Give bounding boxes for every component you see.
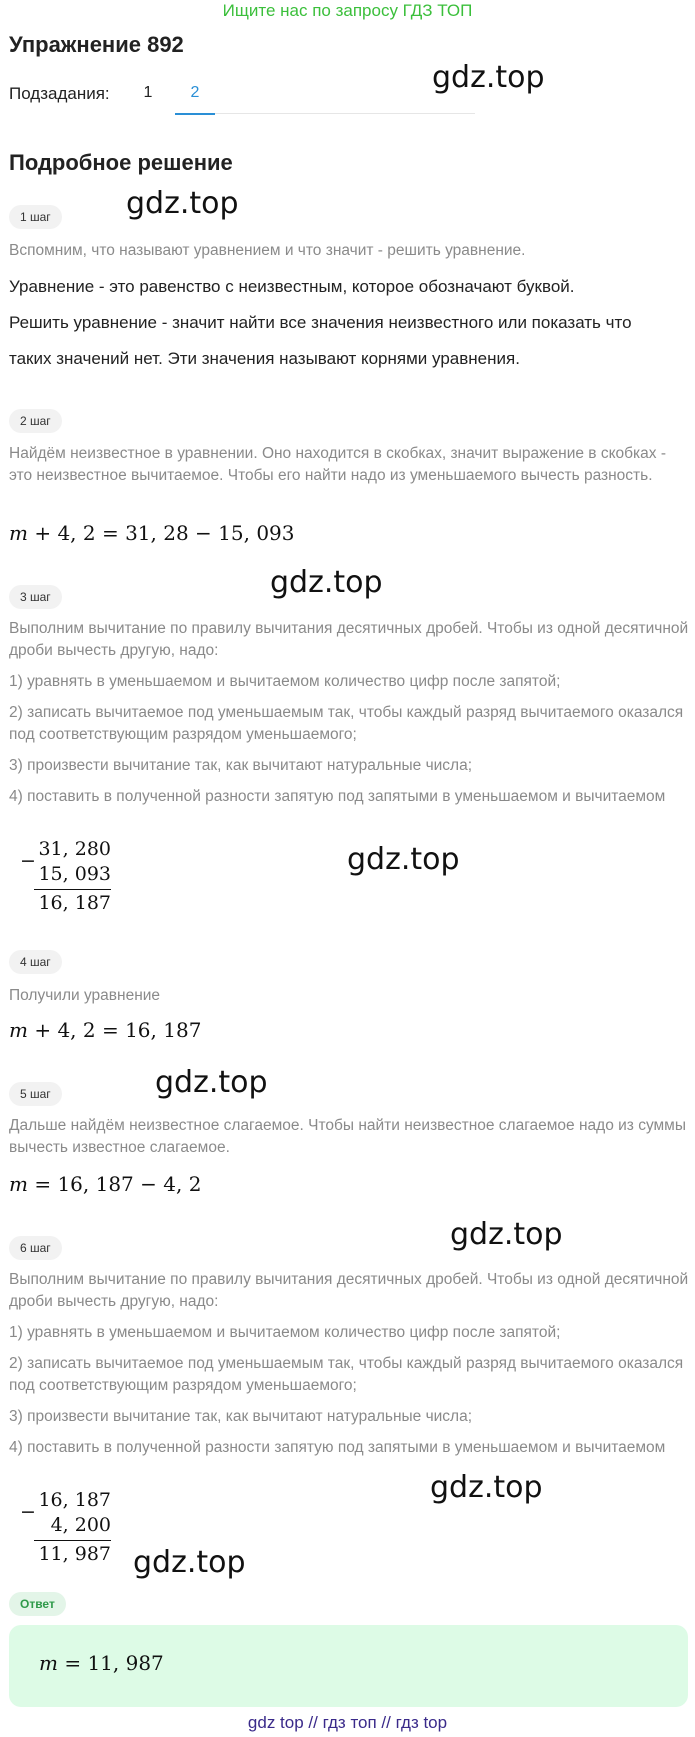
step-text: Выполним вычитание по правилу вычитания десятичных дробей. Чтобы из одной десятичной дроби вычесть другую, надо: — [9, 620, 689, 659]
step-badge: 5 шаг — [9, 1082, 62, 1106]
step-text: Получили уравнение — [9, 987, 161, 1004]
active-tab-indicator — [175, 113, 215, 115]
footer-links[interactable]: gdz top // гдз топ // гдз top — [247, 1713, 448, 1732]
equation: m + 4, 2 = 31, 28 − 15, 093 — [9, 521, 295, 545]
rule-item: 2) записать вычитаемое под уменьшаемым так, чтобы каждый разряд вычитаемого оказался под соответствующим разрядом уменьшаемого; — [9, 1355, 684, 1394]
tabs-divider — [215, 113, 475, 114]
step-text: Уравнение - это равенство с неизвестным, которое обозначают буквой. — [9, 277, 575, 296]
rule-item: 4) поставить в полученной разности запятую под запятыми в уменьшаемом и вычитаемом — [9, 1439, 666, 1456]
step-text: Решить уравнение - значит найти все значения неизвестного или показать что — [9, 313, 632, 332]
step-badge: 6 шаг — [9, 1236, 62, 1260]
step-text: Дальше найдём неизвестное слагаемое. Чтобы найти неизвестное слагаемое надо из суммы вычесть известное слагаемое. — [9, 1117, 686, 1156]
rule-item: 3) произвести вычитание так, как вычитают натуральные числа; — [9, 757, 473, 774]
step-text: Вспомним, что называют уравнением и что значит - решить уравнение. — [9, 242, 526, 259]
step-badge: 4 шаг — [9, 950, 62, 974]
equation: m = 16, 187 − 4, 2 — [9, 1172, 202, 1196]
answer-badge: Ответ — [9, 1592, 66, 1616]
step-text: Найдём неизвестное в уравнении. Оно находится в скобках, значит выражение в скобках - это неизвестное вычитаемое. Чтобы его найти надо из уменьшаемого вычесть разность. — [9, 445, 666, 484]
column-subtraction — [20, 838, 111, 916]
difference: 11, 987 — [38, 1543, 111, 1565]
minus-sign: − — [20, 850, 36, 872]
rule-item: 1) уравнять в уменьшаемом и вычитаемом количество цифр после запятой; — [9, 673, 561, 690]
minus-sign: − — [20, 1501, 36, 1523]
step-badge: 3 шаг — [9, 585, 62, 609]
subtrahend: 4, 200 — [50, 1514, 111, 1536]
search-banner[interactable]: Ищите нас по запросу ГДЗ ТОП — [222, 1, 473, 20]
answer-equation: m = 11, 987 — [39, 1651, 164, 1675]
watermark: gdz.top — [347, 842, 460, 877]
page-title: Упражнение 892 — [9, 32, 184, 57]
watermark: gdz.top — [432, 60, 545, 95]
rule-item: 1) уравнять в уменьшаемом и вычитаемом количество цифр после запятой; — [9, 1324, 561, 1341]
step-badge: 2 шаг — [9, 409, 62, 433]
watermark: gdz.top — [126, 186, 239, 221]
difference: 16, 187 — [38, 892, 111, 914]
step-text: Выполним вычитание по правилу вычитания десятичных дробей. Чтобы из одной десятичной дроби вычесть другую, надо: — [9, 1271, 689, 1310]
result-line — [34, 1540, 111, 1541]
result-line — [34, 889, 111, 890]
watermark: gdz.top — [450, 1217, 563, 1252]
step-text: таких значений нет. Эти значения называют корнями уравнения. — [9, 349, 520, 368]
solution-heading: Подробное решение — [9, 150, 233, 175]
watermark: gdz.top — [155, 1065, 268, 1100]
tab-subtask-2[interactable]: 2 — [190, 84, 200, 101]
watermark: gdz.top — [270, 565, 383, 600]
minuend: 31, 280 — [38, 838, 111, 860]
rule-item: 3) произвести вычитание так, как вычитают натуральные числа; — [9, 1408, 473, 1425]
step-badge: 1 шаг — [9, 205, 62, 229]
watermark: gdz.top — [430, 1470, 543, 1505]
column-subtraction — [20, 1489, 111, 1567]
subtrahend: 15, 093 — [38, 863, 111, 885]
answer-box — [9, 1625, 688, 1707]
subtasks-label: Подзадания: — [9, 84, 110, 103]
rule-item: 4) поставить в полученной разности запятую под запятыми в уменьшаемом и вычитаемом — [9, 788, 666, 805]
tab-subtask-1[interactable]: 1 — [143, 84, 153, 101]
rule-item: 2) записать вычитаемое под уменьшаемым так, чтобы каждый разряд вычитаемого оказался под соответствующим разрядом уменьшаемого; — [9, 704, 684, 743]
equation: m + 4, 2 = 16, 187 — [9, 1018, 202, 1042]
watermark: gdz.top — [133, 1545, 246, 1580]
minuend: 16, 187 — [38, 1489, 111, 1511]
